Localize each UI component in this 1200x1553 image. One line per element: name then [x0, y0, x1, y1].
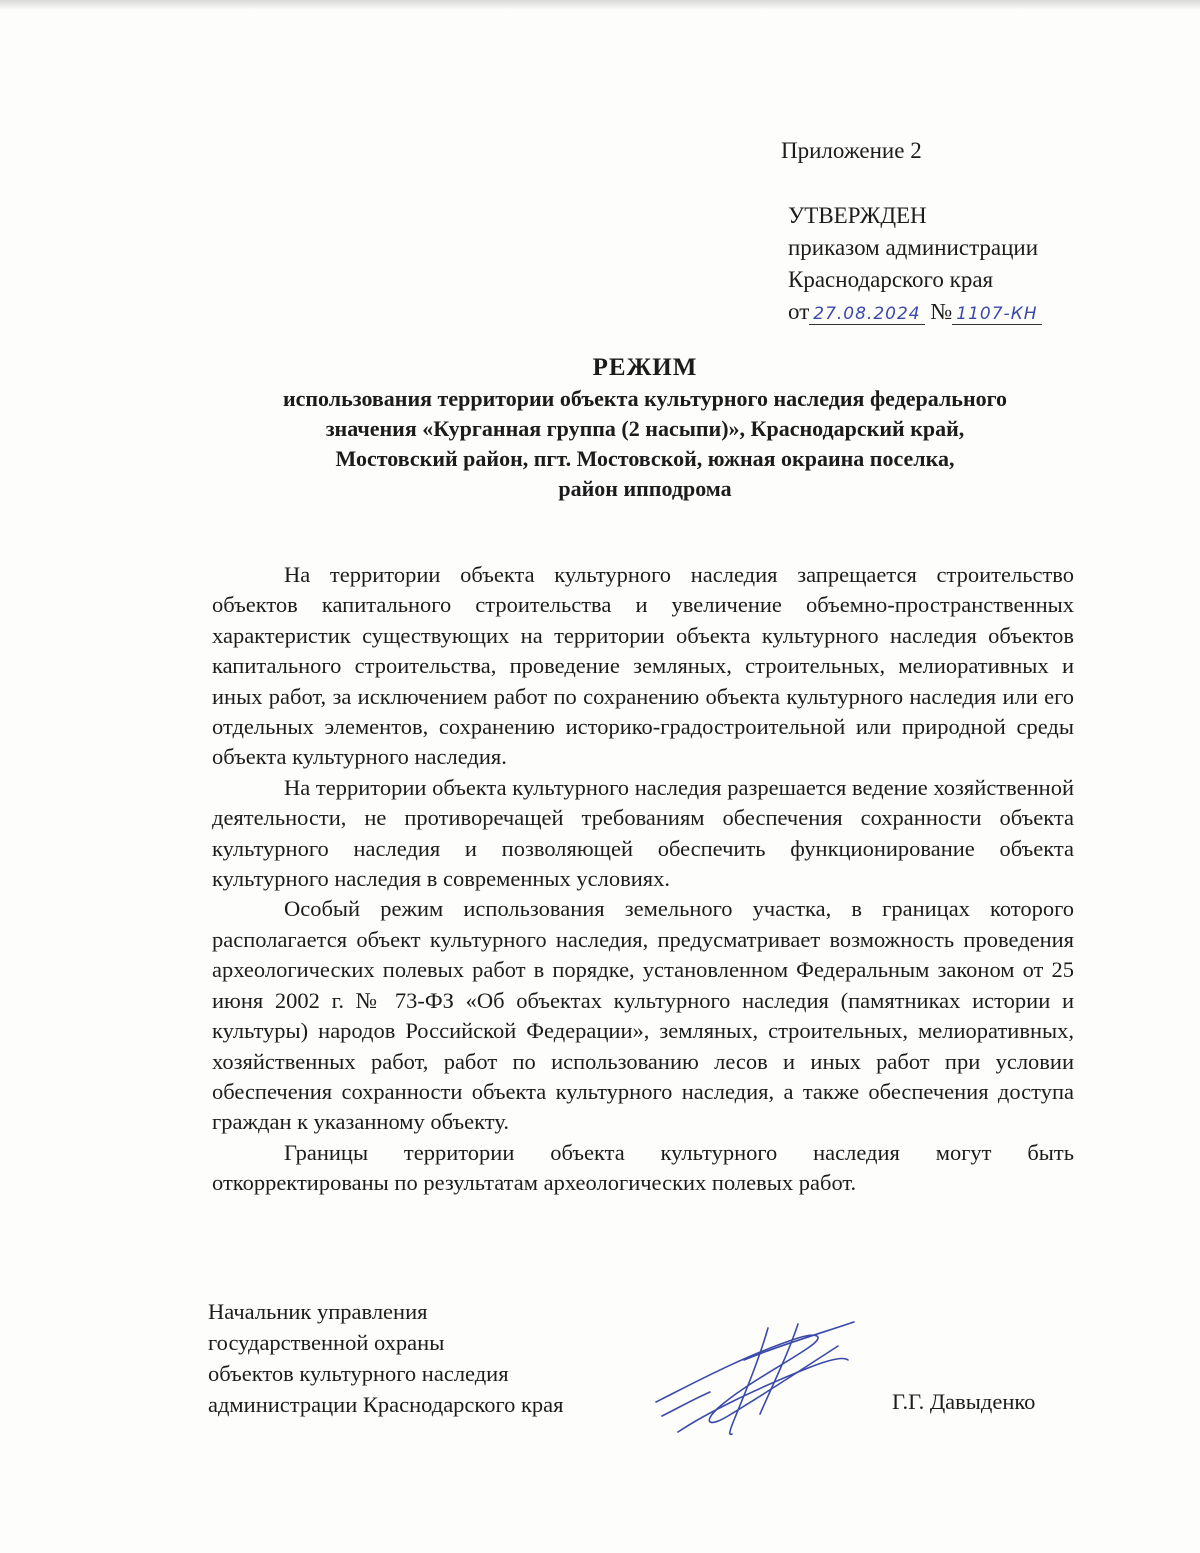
handwritten-date: 27.08.2024: [809, 304, 924, 325]
paragraph: На территории объекта культурного наследия разрешается ведение хозяйственной деятельности, не противоречащей требованиям обеспечения сохранности объекта культурного наследия и позволяющей обеспечить функционирование объекта культурного наследия в современных условиях.: [212, 774, 1074, 892]
paragraph: Особый режим использования земельного участка, в границах которого располагается объект культурного наследия, предусматривает возможность проведения археологических полевых работ в порядке, установленном Федеральным законом от 25 июня 2002 г. № 73-ФЗ «Об объектах культурного наследия (памятниках истории и культуры) народов Российской Федерации», земляных, строительных, мелиоративных, хозяйственных работ, работ по использованию лесов и иных работ при условии обеспечения сохранности объекта культурного наследия, а также обеспечения доступа граждан к указанному объекту.: [212, 896, 1074, 1135]
scan-edge-shadow: [0, 0, 1200, 10]
approved-label: УТВЕРЖДЕН: [788, 203, 927, 228]
position-line: государственной охраны: [208, 1330, 445, 1355]
approval-block: [788, 200, 1042, 328]
approved-region: Краснодарского края: [788, 267, 994, 292]
handwritten-number: 1107-КН: [952, 304, 1041, 325]
title-line: использования территории объекта культурного наследия федерального: [282, 386, 1008, 411]
position-line: Начальник управления: [208, 1299, 428, 1324]
approved-by-order: приказом администрации: [788, 235, 1039, 260]
title-line: район ипподрома: [558, 476, 732, 501]
document-title: [210, 352, 1080, 504]
handwritten-signature: [648, 1316, 878, 1446]
signer-name: Г.Г. Давыденко: [892, 1389, 1036, 1414]
appendix-label: Приложение 2: [781, 138, 922, 163]
body-text: [212, 560, 1074, 1199]
position-line: администрации Краснодарского края: [208, 1392, 564, 1417]
title-line: значения «Курганная группа (2 насыпи)», Краснодарский край,: [325, 416, 965, 441]
title-main: РЕЖИМ: [592, 354, 698, 381]
position-line: объектов культурного наследия: [208, 1361, 509, 1386]
signatory-position: [208, 1296, 564, 1420]
title-line: Мостовский район, пгт. Мостовской, южная окраина поселка,: [335, 446, 955, 471]
approval-date-line: [788, 296, 1042, 328]
date-prefix: от: [788, 299, 810, 324]
paragraph: На территории объекта культурного наследия запрещается строительство объектов капитального строительства и увеличение объемно-пространственных характеристик существующих на территории объекта культурного наследия объектов капитального строительства, проведение земляных, строительных, мелиоративных и иных работ, за исключением работ по сохранению объекта культурного наследия или его отдельных элементов, сохранению историко-градостроительной или природной среды объекта культурного наследия.: [212, 562, 1074, 770]
number-prefix: №: [930, 299, 953, 324]
paragraph: Границы территории объекта культурного наследия могут быть откорректированы по результатам археологических полевых работ.: [212, 1139, 1074, 1196]
